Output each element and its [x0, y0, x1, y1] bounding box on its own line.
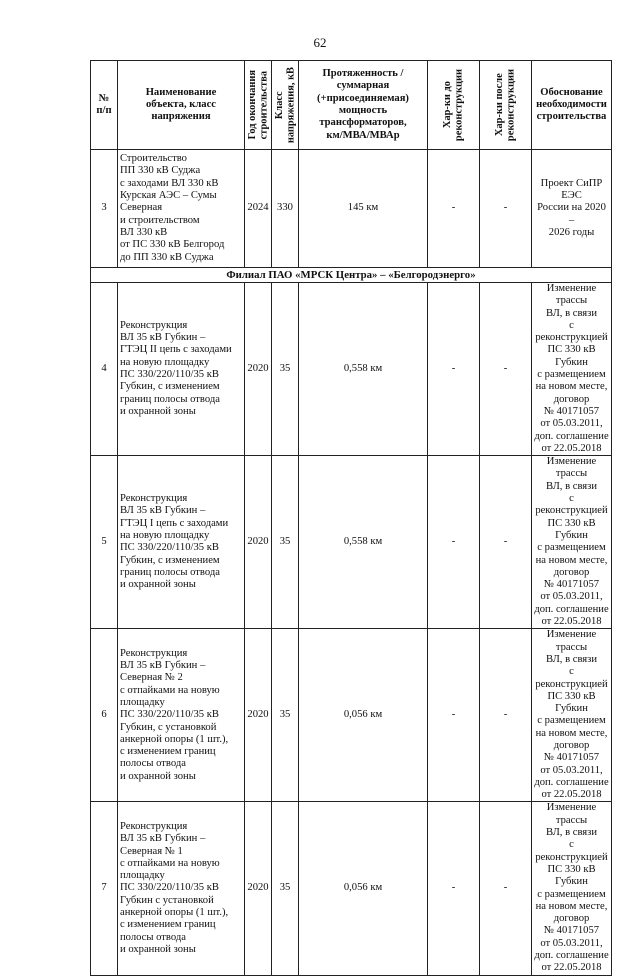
row-after: - [480, 150, 532, 268]
page-number: 62 [313, 35, 327, 50]
row-num: 7 [91, 802, 118, 975]
row-before: - [428, 456, 480, 629]
row-year: 2020 [245, 629, 272, 802]
row-year: 2020 [245, 456, 272, 629]
row-voltage: 35 [272, 802, 299, 975]
row-before: - [428, 802, 480, 975]
construction-table [90, 60, 612, 976]
branch-row [91, 268, 612, 283]
row-year: 2024 [245, 150, 272, 268]
row-object-name: Реконструкция ВЛ 35 кВ Губкин – ГТЭЦ I цепь с заходами на новую площадку ПС 330/220/110/35 кВ Губкин, с изменением границ полосы отвода и охранной зоны [118, 456, 245, 629]
header-before: Хар-ки до реконструкции [428, 61, 480, 150]
table-row [91, 456, 612, 629]
row-after: - [480, 802, 532, 975]
row-after: - [480, 456, 532, 629]
header-after: Хар-ки после реконструкции [480, 61, 532, 150]
row-year: 2020 [245, 802, 272, 975]
row-before: - [428, 150, 480, 268]
row-year: 2020 [245, 283, 272, 456]
row-length: 0,558 км [299, 456, 428, 629]
table-row [91, 629, 612, 802]
header-voltage: Класс напряжения, кВ [272, 61, 299, 150]
branch-label: Филиал ПАО «МРСК Центра» – «Белгородэнерго» [91, 268, 612, 283]
row-length: 0,558 км [299, 283, 428, 456]
row-after: - [480, 629, 532, 802]
table-row [91, 802, 612, 975]
row-object-name: Реконструкция ВЛ 35 кВ Губкин – Северная № 1 с отпайками на новую площадку ПС 330/220/110/35 кВ Губкин с установкой анкерной опоры (1 шт.), с изменением границ полосы отвода и охранной зоны [118, 802, 245, 975]
row-voltage: 330 [272, 150, 299, 268]
header-justification: Обоснование необходимости строительства [532, 61, 612, 150]
row-after: - [480, 283, 532, 456]
row-object-name: Реконструкция ВЛ 35 кВ Губкин – Северная № 2 с отпайками на новую площадку ПС 330/220/110/35 кВ Губкин, с установкой анкерной опоры (1 шт.), с изменением границ полосы отвода и охранной зоны [118, 629, 245, 802]
header-num: № п/п [91, 61, 118, 150]
row-justification: Изменение трассы ВЛ, в связи с реконструкцией ПС 330 кВ Губкин с размещением на новом месте, договор № 40171057 от 05.03.2011, доп. соглашение от 22.05.2018 [532, 283, 612, 456]
row-num: 5 [91, 456, 118, 629]
row-before: - [428, 283, 480, 456]
header-year: Год окончания строительства [245, 61, 272, 150]
row-justification: Изменение трассы ВЛ, в связи с реконструкцией ПС 330 кВ Губкин с размещением на новом месте, договор № 40171057 от 05.03.2011, доп. соглашение от 22.05.2018 [532, 802, 612, 975]
row-num: 4 [91, 283, 118, 456]
row-voltage: 35 [272, 283, 299, 456]
row-voltage: 35 [272, 629, 299, 802]
row-voltage: 35 [272, 456, 299, 629]
row-justification: Изменение трассы ВЛ, в связи с реконструкцией ПС 330 кВ Губкин с размещением на новом месте, договор № 40171057 от 05.03.2011, доп. соглашение от 22.05.2018 [532, 629, 612, 802]
header-length: Протяженность / суммарная (+присоединяемая) мощность трансформаторов, км/МВА/МВАр [299, 61, 428, 150]
header-name: Наименование объекта, класс напряжения [118, 61, 245, 150]
header-row [91, 61, 612, 150]
table-row [91, 283, 612, 456]
row-object-name: Строительство ПП 330 кВ Суджа с заходами ВЛ 330 кВ Курская АЭС – Сумы Северная и строительством ВЛ 330 кВ от ПС 330 кВ Белгород до ПП 330 кВ Суджа [118, 150, 245, 268]
row-num: 3 [91, 150, 118, 268]
row-justification: Изменение трассы ВЛ, в связи с реконструкцией ПС 330 кВ Губкин с размещением на новом месте, договор № 40171057 от 05.03.2011, доп. соглашение от 22.05.2018 [532, 456, 612, 629]
row-num: 6 [91, 629, 118, 802]
table-row [91, 150, 612, 268]
row-length: 145 км [299, 150, 428, 268]
row-justification: Проект СиПР ЕЭС России на 2020 – 2026 годы [532, 150, 612, 268]
row-before: - [428, 629, 480, 802]
row-length: 0,056 км [299, 629, 428, 802]
row-length: 0,056 км [299, 802, 428, 975]
row-object-name: Реконструкция ВЛ 35 кВ Губкин – ГТЭЦ II цепь с заходами на новую площадку ПС 330/220/110/35 кВ Губкин, с изменением границ полосы отвода и охранной зоны [118, 283, 245, 456]
